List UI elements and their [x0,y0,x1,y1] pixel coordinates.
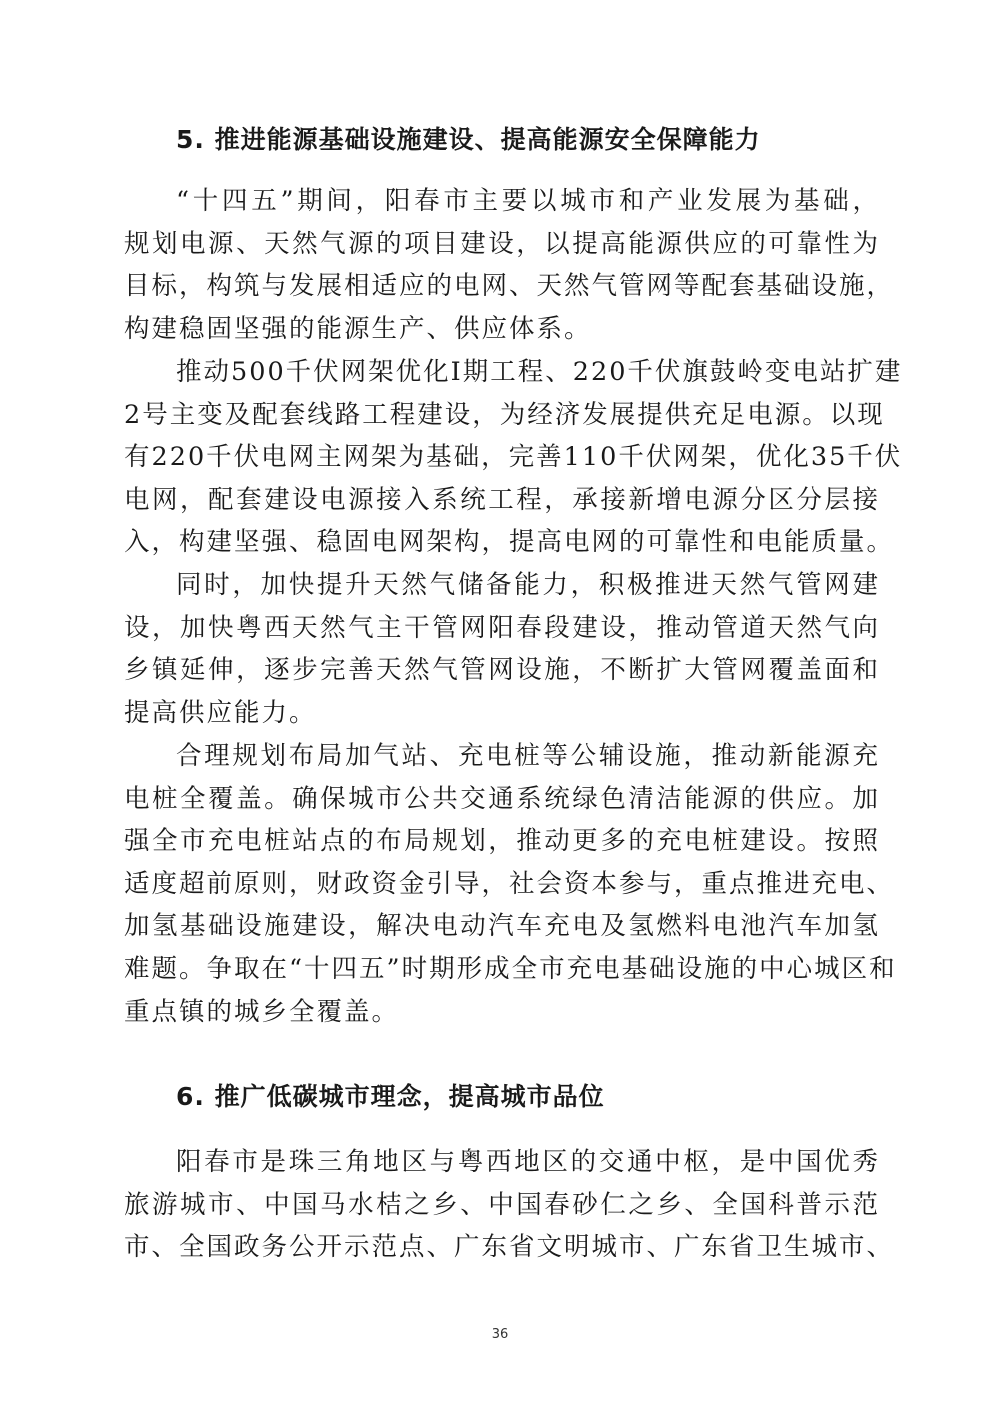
text-line: 强全市充电桩站点的布局规划，推动更多的充电桩建设。按照 [124,826,880,857]
page-number: 36 [491,1327,509,1342]
text-line: 构建稳固坚强的能源生产、供应体系。 [124,313,592,344]
paragraph-5-1 [124,180,895,350]
paragraph-5-2 [124,351,903,564]
paragraph-5-3 [124,564,880,734]
paragraph-6-1 [124,1141,895,1269]
text-line: 阳春市是珠三角地区与粤西地区的交通中枢，是中国优秀 [176,1147,880,1177]
text-line: 电网，配套建设电源接入系统工程，承接新增电源分区分层接 [124,484,880,515]
section-heading-5: 5. 推进能源基础设施建设、提高能源安全保障能力 [176,125,761,154]
text-line: 重点镇的城乡全覆盖。 [124,996,400,1027]
text-line: 提高供应能力。 [124,697,317,728]
text-line: 2号主变及配套线路工程建设，为经济发展提供充足电源。以现 [124,399,885,430]
text-line: 市、全国政务公开示范点、广东省文明城市、广东省卫生城市、 [124,1232,895,1263]
text-line: 同时，加快提升天然气储备能力，积极推进天然气管网建 [176,570,880,600]
text-line: 目标，构筑与发展相适应的电网、天然气管网等配套基础设施， [124,271,895,302]
text-line: 有220千伏电网主网架为基础，完善110千伏网架，优化35千伏 [124,442,903,473]
text-line: 难题。争取在“十四五”时期形成全市充电基础设施的中心城区和 [124,953,897,984]
text-line: 加氢基础设施建设，解决电动汽车充电及氢燃料电池汽车加氢 [124,911,880,942]
paragraph-5-4 [124,735,897,1033]
text-line: “十四五”期间，阳春市主要以城市和产业发展为基础， [176,186,880,216]
section-heading-6: 6. 推广低碳城市理念，提高城市品位 [176,1082,605,1111]
text-line: 设，加快粤西天然气主干管网阳春段建设，推动管道天然气向 [124,612,880,643]
text-line: 适度超前原则，财政资金引导，社会资本参与，重点推进充电、 [124,868,895,899]
text-line: 电桩全覆盖。确保城市公共交通系统绿色清洁能源的供应。加 [124,783,880,814]
text-line: 合理规划布局加气站、充电桩等公辅设施，推动新能源充 [176,741,880,771]
text-line: 入，构建坚强、稳固电网架构，提高电网的可靠性和电能质量。 [124,527,895,558]
text-line: 推动500千伏网架优化I期工程、220千伏旗鼓岭变电站扩建 [176,357,903,387]
text-line: 乡镇延伸，逐步完善天然气管网设施，不断扩大管网覆盖面和 [124,655,880,686]
text-line: 规划电源、天然气源的项目建设，以提高能源供应的可靠性为 [124,228,880,259]
text-line: 旅游城市、中国马水桔之乡、中国春砂仁之乡、全国科普示范 [124,1189,880,1220]
